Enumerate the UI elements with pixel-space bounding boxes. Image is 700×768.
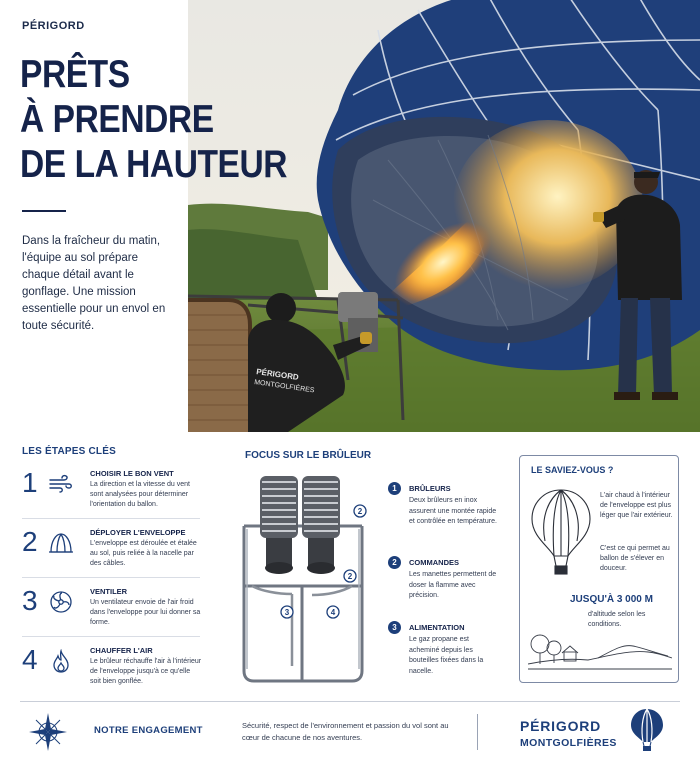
jacket-logo-line2: MONTGOLFIÈRES: [253, 379, 315, 395]
did-you-know-text1: L'air chaud à l'intérieur de l'enveloppe est plus léger que l'air extérieur.: [600, 492, 673, 519]
landscape-illustration: [528, 622, 672, 672]
burner-callout: 2: [357, 507, 363, 516]
engagement-text: Sécurité, respect de l'environnement et passion du vol sont au cœur de chacune de nos aventures.: [242, 721, 449, 742]
step-divider: [22, 636, 200, 637]
part-title: BRÛLEURS: [409, 484, 451, 493]
burner-part: [388, 556, 498, 606]
step-title: CHOISIR LE BON VENT: [90, 469, 174, 478]
focus-title: FOCUS SUR LE BRÛLEUR: [245, 450, 372, 461]
burner-callout: 3: [284, 608, 290, 617]
brand-subtitle: MONTGOLFIÈRES: [520, 737, 617, 749]
burner-part: [388, 621, 498, 675]
brand-name: PÉRIGORD: [520, 718, 602, 734]
did-you-know-title: LE SAVIEZ-VOUS ?: [531, 465, 614, 475]
part-desc: Deux brûleurs en inox assurent une montée rapide et contrôlée en température.: [409, 497, 497, 525]
part-desc: Le gaz propane est acheminé depuis les bouteilles fixées dans la nacelle.: [409, 636, 484, 675]
burner-callout: 4: [330, 608, 336, 617]
step-desc: Un ventilateur envoie de l'air froid dans l'enveloppe pour lui donner sa forme.: [90, 599, 201, 626]
wind-icon: [48, 472, 74, 496]
part-number: 2: [388, 556, 401, 569]
fan-icon: [48, 590, 74, 614]
part-title: ALIMENTATION: [409, 623, 465, 632]
part-number: 1: [388, 482, 401, 495]
engagement-title: NOTRE ENGAGEMENT: [94, 725, 203, 736]
steps-title: LES ÉTAPES CLÉS: [22, 446, 116, 457]
step-item: [20, 645, 202, 703]
part-desc: Les manettes permettent de doser la flamme avec précision.: [409, 571, 497, 599]
intro-text: Dans la fraîcheur du matin, l'équipe au sol prépare chaque détail avant le gonflage. Une mission essentielle pour un envol en toute sécurité.: [22, 235, 166, 332]
step-divider: [22, 577, 200, 578]
burner-part: [388, 482, 498, 542]
flame-icon: [48, 649, 74, 673]
title-divider: [22, 210, 66, 212]
burner-illustration: [232, 466, 380, 688]
brand-balloon-logo: [630, 708, 664, 752]
page-title: [20, 52, 288, 187]
step-divider: [22, 518, 200, 519]
page-title-line3: DE LA HAUTEUR: [20, 143, 288, 186]
kicker-label: PÉRIGORD: [22, 20, 85, 32]
page-title-line1: PRÊTS: [20, 53, 130, 96]
jacket-logo-line1: PÉRIGORD: [255, 367, 300, 382]
step-number: 2: [22, 526, 38, 557]
part-title: COMMANDES: [409, 558, 459, 567]
did-you-know-text2: C'est ce qui permet au ballon de s'élever en douceur.: [600, 545, 670, 572]
altitude-note: d'altitude selon les conditions.: [588, 611, 646, 628]
burner-callout: 2: [347, 572, 353, 581]
part-number: 3: [388, 621, 401, 634]
page-title-line2: À PRENDRE: [20, 98, 214, 141]
footer-divider: [20, 701, 680, 702]
step-title: VENTILER: [90, 587, 128, 596]
step-title: DÉPLOYER L'ENVELOPPE: [90, 528, 186, 537]
envelope-icon: [48, 531, 74, 555]
step-title: CHAUFFER L'AIR: [90, 646, 153, 655]
hot-air-balloon-icon: [528, 486, 594, 578]
step-desc: La direction et la vitesse du vent sont analysées pour déterminer l'orientation du ballon.: [90, 481, 191, 508]
footer-separator: [477, 714, 478, 750]
did-you-know-box: [519, 455, 679, 683]
step-number: 4: [22, 644, 38, 675]
step-number: 1: [22, 467, 38, 498]
step-desc: L'enveloppe est déroulée et étalée au sol, puis reliée à la nacelle par des câbles.: [90, 540, 197, 567]
step-desc: Le brûleur réchauffe l'air à l'intérieur de l'enveloppe jusqu'à ce qu'elle soit bien gonflée.: [90, 658, 202, 685]
step-number: 3: [22, 585, 38, 616]
compass-rose-icon: [28, 712, 68, 752]
altitude-figure: JUSQU'À 3 000 M: [570, 594, 653, 605]
